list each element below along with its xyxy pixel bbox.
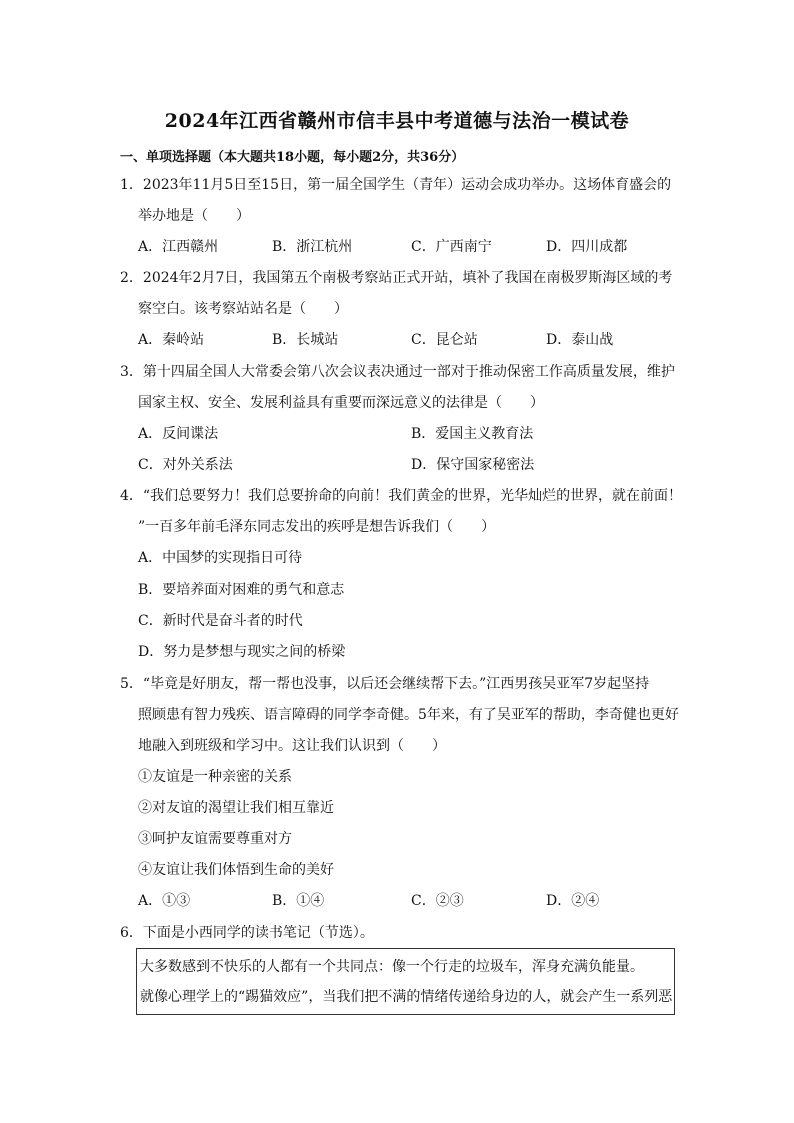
question-2-option-c: C．昆仑站 [411,332,478,348]
question-1-stem-line-1: 1．2023年11月5日至15日，第一届全国学生（青年）运动会成功举办。这场体育盛会的 [120,177,672,193]
question-5-option-c: C．②③ [411,893,464,909]
question-4-option-d: D．努力是梦想与现实之间的桥梁 [138,644,346,660]
question-4-option-b: B．要培养面对困难的勇气和意志 [138,582,345,598]
question-4-option-c: C．新时代是奋斗者的时代 [138,613,303,629]
question-3-option-c: C．对外关系法 [138,457,233,473]
reading-note-line-1: 大多数感到不快乐的人都有一个共同点：像一个行走的垃圾车，浑身充满负能量。 [140,959,644,975]
question-1-option-b: B．浙江杭州 [272,239,353,255]
question-5-option-d: D．②④ [546,893,600,909]
question-3-stem-line-1: 3．第十四届全国人大常委会第八次会议表决通过一部对于推动保密工作高质量发展，维护 [120,364,675,380]
question-2-stem-line-1: 2．2024年2月7日，我国第五个南极考察站正式开站，填补了我国在南极罗斯海区域的考 [120,270,673,286]
question-3-stem-line-2: 国家主权、安全、发展利益具有重要而深远意义的法律是（ ） [138,395,544,411]
question-1-option-c: C．广西南宁 [411,239,492,255]
question-6-stem: 6．下面是小西同学的读书笔记（节选）。 [120,925,374,941]
question-5-statement-1: ①友谊是一种亲密的关系 [138,769,292,785]
question-5-statement-3: ③呵护友谊需要尊重对方 [138,831,292,847]
question-2-option-d: D．泰山战 [546,332,614,348]
question-1-stem-line-2: 举办地是（ ） [138,208,250,224]
reading-note-line-2: 就像心理学上的“踢猫效应”，当我们把不满的情绪传递给身边的人，就会产生一系列恶 [140,989,673,1005]
question-1-option-a: A．江西赣州 [138,239,219,255]
question-1-option-d: D．四川成都 [546,239,628,255]
question-5-option-a: A．①③ [138,893,191,909]
question-5-stem-line-3: 地融入到班级和学习中。这让我们认识到（ ） [138,738,446,754]
question-2-stem-line-2: 察空白。该考察站站名是（ ） [138,301,348,317]
question-3-option-b: B．爱国主义教育法 [411,426,534,442]
question-5-statement-2: ②对友谊的渴望让我们相互靠近 [138,800,334,816]
question-4-stem-line-2: ”一百多年前毛泽东同志发出的疾呼是想告诉我们（ ） [138,519,496,535]
question-5-stem-line-1: 5．“毕竟是好朋友，帮一帮也没事，以后还会继续帮下去。”江西男孩吴亚军7岁起坚持 [120,676,650,692]
section-heading: 一、单项选择题（本大题共18小题，每小题2分，共36分） [120,150,465,165]
question-3-option-d: D．保守国家秘密法 [411,457,535,473]
question-3-option-a: A．反间谍法 [138,426,219,442]
question-2-option-b: B．长城站 [272,332,339,348]
question-4-stem-line-1: 4．“我们总要努力！我们总要拚命的向前！我们黄金的世界，光华灿烂的世界，就在前面！ [120,488,683,504]
page-title: 2024年江西省赣州市信丰县中考道德与法治一模试卷 [164,110,630,132]
question-5-stem-line-2: 照顾患有智力残疾、语言障碍的同学李奇健。5年来，有了吴亚军的帮助，李奇健也更好 [138,707,679,723]
question-2-option-a: A．秦岭站 [138,332,205,348]
question-5-statement-4: ④友谊让我们体悟到生命的美好 [138,862,334,878]
question-5-option-b: B．①④ [272,893,325,909]
question-4-option-a: A．中国梦的实现指日可待 [138,550,303,566]
